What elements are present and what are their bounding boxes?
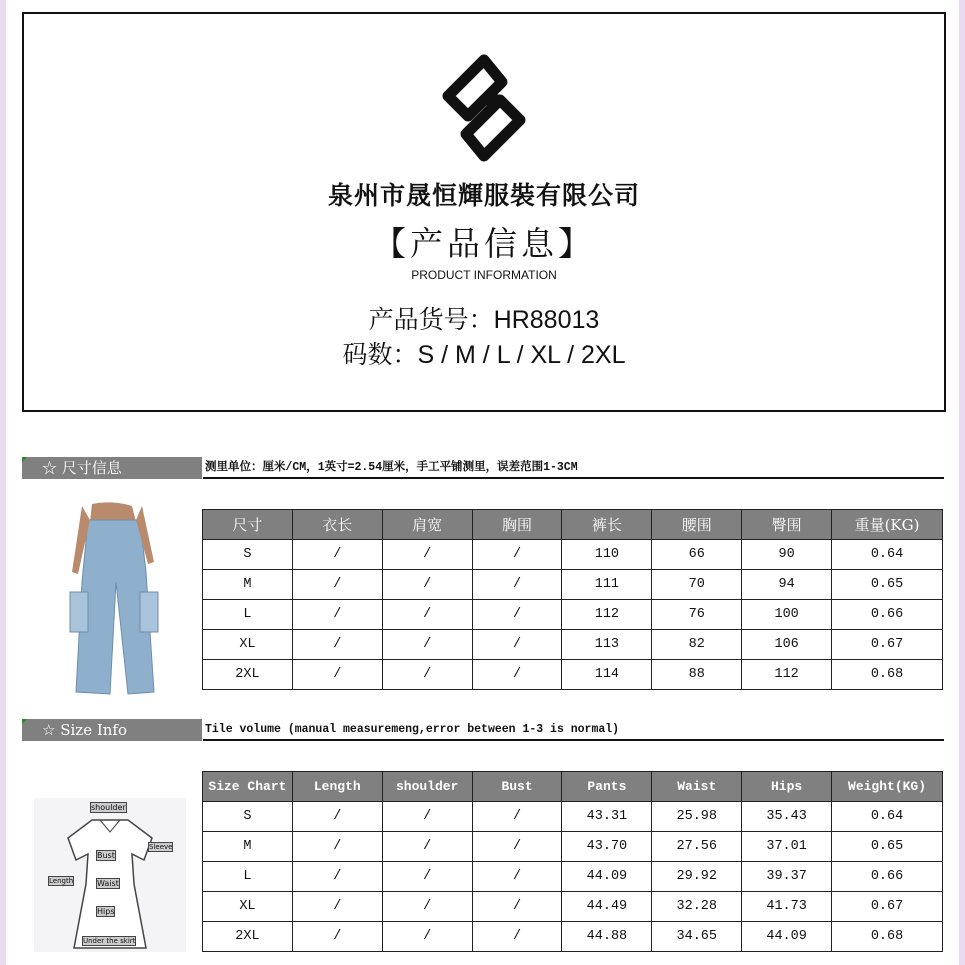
table-cell: L — [203, 862, 293, 892]
table-cell: / — [382, 832, 472, 862]
table-row — [203, 600, 943, 630]
table-cell: / — [382, 892, 472, 922]
column-header: shoulder — [382, 772, 472, 802]
table-cell: 44.09 — [562, 862, 652, 892]
table-cell: / — [382, 862, 472, 892]
column-header: 胸围 — [472, 510, 562, 540]
table-cell: 0.66 — [832, 600, 943, 630]
table-cell: 90 — [742, 540, 832, 570]
table-cell: 35.43 — [742, 802, 832, 832]
table-cell: 43.70 — [562, 832, 652, 862]
table-cell: / — [472, 630, 562, 660]
table-cell: S — [203, 802, 293, 832]
column-header: 裤长 — [562, 510, 652, 540]
table-cell: / — [472, 892, 562, 922]
table-cell: 0.68 — [832, 922, 943, 952]
table-cell: / — [292, 832, 382, 862]
column-header: Size Chart — [203, 772, 293, 802]
section-label: ☆ 尺寸信息 — [42, 459, 122, 477]
table-cell: 113 — [562, 630, 652, 660]
diagram-label: shoulder — [91, 803, 126, 812]
column-header: 腰围 — [652, 510, 742, 540]
table-cell: 44.49 — [562, 892, 652, 922]
table-cell: 44.09 — [742, 922, 832, 952]
column-header: Length — [292, 772, 382, 802]
column-header: Pants — [562, 772, 652, 802]
product-sizes: 码数：S / M / L / XL / 2XL — [342, 341, 626, 369]
table-cell: 0.65 — [832, 832, 943, 862]
table-cell: 29.92 — [652, 862, 742, 892]
table-cell: XL — [203, 630, 293, 660]
column-header: Hips — [742, 772, 832, 802]
table-cell: 2XL — [203, 660, 293, 690]
table-cell: / — [382, 922, 472, 952]
column-header: Weight(KG) — [832, 772, 943, 802]
table-cell: 2XL — [203, 922, 293, 952]
table-cell: 114 — [562, 660, 652, 690]
table-cell: 25.98 — [652, 802, 742, 832]
table-cell: 43.31 — [562, 802, 652, 832]
table-cell: / — [472, 832, 562, 862]
table-cell: 0.67 — [832, 630, 943, 660]
table-cell: XL — [203, 892, 293, 922]
table-row — [203, 630, 943, 660]
table-cell: / — [382, 660, 472, 690]
table-cell: M — [203, 832, 293, 862]
table-cell: 112 — [562, 600, 652, 630]
table-cell: / — [382, 802, 472, 832]
section-header-cn — [22, 457, 944, 479]
table-row — [203, 832, 943, 862]
column-header: Waist — [652, 772, 742, 802]
diagram-label: Hips — [97, 907, 115, 916]
table-cell: 106 — [742, 630, 832, 660]
section-tag — [22, 719, 202, 741]
column-header: 臀围 — [742, 510, 832, 540]
diagram-label: Sleeve — [149, 843, 173, 851]
table-cell: 0.66 — [832, 862, 943, 892]
section-note: Tile volume (manual measuremeng,error between 1-3 is normal) — [203, 719, 944, 741]
table-cell: 34.65 — [652, 922, 742, 952]
column-header: Bust — [472, 772, 562, 802]
right-border — [959, 0, 965, 965]
table-cell: 88 — [652, 660, 742, 690]
table-cell: / — [472, 862, 562, 892]
table-cell: / — [472, 570, 562, 600]
table-cell: 0.64 — [832, 802, 943, 832]
size-table-inch — [202, 771, 943, 952]
table-cell: 37.01 — [742, 832, 832, 862]
table-cell: 66 — [652, 540, 742, 570]
table-row — [203, 892, 943, 922]
table-cell: / — [382, 540, 472, 570]
product-sku: 产品货号：HR88013 — [368, 306, 600, 334]
table-row — [203, 862, 943, 892]
table-row — [203, 540, 943, 570]
table-cell: / — [292, 862, 382, 892]
brand-logo-icon — [438, 52, 530, 164]
diagram-label: Waist — [97, 879, 119, 888]
table-cell: 82 — [652, 630, 742, 660]
table-cell: 70 — [652, 570, 742, 600]
column-header: 重量(KG) — [832, 510, 943, 540]
table-cell: 44.88 — [562, 922, 652, 952]
left-border — [0, 0, 6, 965]
table-cell: / — [292, 600, 382, 630]
diagram-label: Under the skirt — [83, 937, 136, 945]
table-row — [203, 922, 943, 952]
diagram-label: Bust — [97, 851, 115, 860]
table-cell: 27.56 — [652, 832, 742, 862]
section-note: 测里单位：厘米/CM，1英寸=2.54厘米，手工平铺测里，误差范围1-3CM — [203, 457, 944, 479]
section-label: ☆ Size Info — [42, 721, 128, 739]
dress-outline-icon — [34, 798, 186, 952]
table-row — [203, 570, 943, 600]
table-cell: 110 — [562, 540, 652, 570]
table-cell: / — [472, 922, 562, 952]
table-cell: M — [203, 570, 293, 600]
table-cell: 0.68 — [832, 660, 943, 690]
table-cell: 41.73 — [742, 892, 832, 922]
section-tag — [22, 457, 202, 479]
diagram-label: Length — [49, 877, 74, 885]
table-cell: 39.37 — [742, 862, 832, 892]
product-info-box — [22, 12, 946, 412]
table-cell: / — [472, 540, 562, 570]
table-cell: 0.65 — [832, 570, 943, 600]
table-cell: 32.28 — [652, 892, 742, 922]
column-header: 肩宽 — [382, 510, 472, 540]
table-cell: 94 — [742, 570, 832, 600]
table-header-row — [203, 772, 943, 802]
table-cell: / — [292, 892, 382, 922]
table-row — [203, 802, 943, 832]
table-cell: S — [203, 540, 293, 570]
product-info-subtitle: PRODUCT INFORMATION — [411, 268, 557, 282]
table-cell: / — [292, 922, 382, 952]
measurement-diagram — [34, 798, 186, 952]
product-info-title: 【产品信息】 — [373, 224, 595, 263]
column-header: 衣长 — [292, 510, 382, 540]
table-cell: / — [292, 802, 382, 832]
jeans-model-image — [62, 502, 162, 698]
table-row — [203, 660, 943, 690]
table-cell: / — [382, 570, 472, 600]
table-cell: 0.64 — [832, 540, 943, 570]
company-name: 泉州市晟恒輝服裝有限公司 — [327, 181, 640, 210]
table-cell: / — [382, 630, 472, 660]
table-cell: 111 — [562, 570, 652, 600]
table-cell: / — [292, 570, 382, 600]
table-cell: / — [292, 630, 382, 660]
column-header: 尺寸 — [203, 510, 293, 540]
table-cell: 0.67 — [832, 892, 943, 922]
size-table-cm — [202, 509, 943, 690]
table-cell: 112 — [742, 660, 832, 690]
table-cell: / — [472, 600, 562, 630]
table-cell: 100 — [742, 600, 832, 630]
table-cell: 76 — [652, 600, 742, 630]
table-cell: / — [472, 660, 562, 690]
section-header-en — [22, 719, 944, 741]
table-cell: / — [292, 660, 382, 690]
table-cell: / — [382, 600, 472, 630]
table-cell: / — [472, 802, 562, 832]
table-header-row — [203, 510, 943, 540]
table-cell: / — [292, 540, 382, 570]
table-cell: L — [203, 600, 293, 630]
